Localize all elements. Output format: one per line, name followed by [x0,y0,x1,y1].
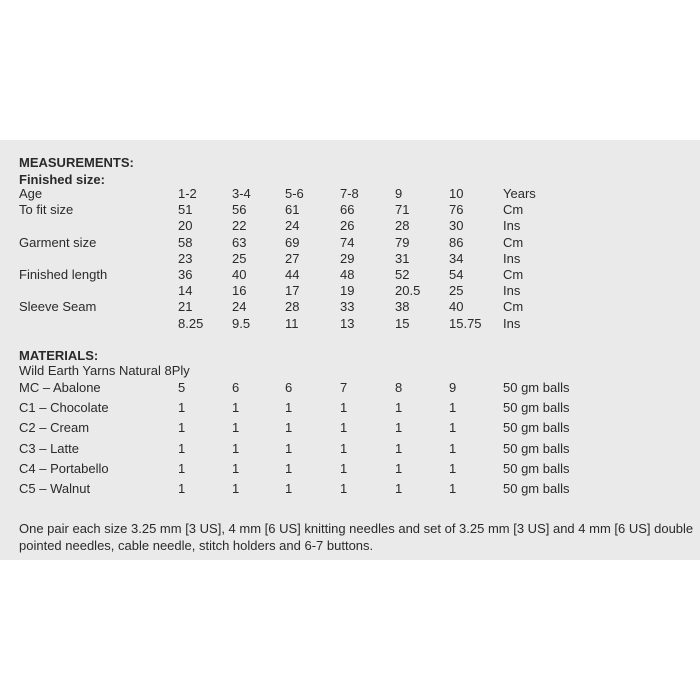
measurement-value: 14 [178,283,193,299]
material-label: C3 – Latte [19,440,79,456]
measurement-value: 56 [232,202,247,218]
measurement-value: 9 [395,186,403,201]
measurement-unit: Ins [503,218,521,234]
measurement-value: 44 [285,267,300,282]
measurement-value: 15.75 [449,315,482,331]
measurement-value: 71 [395,202,410,218]
measurement-value: 76 [449,202,464,218]
materials-heading: MATERIALS: [19,348,99,363]
material-value: 7 [340,380,348,395]
material-value: 6 [232,380,240,395]
material-value: 1 [449,440,457,456]
yarn-name: Wild Earth Yarns Natural 8Ply [19,363,190,378]
measurements-heading: MEASUREMENTS: [19,155,134,170]
material-value: 1 [178,400,186,416]
notes-paragraph: One pair each size 3.25 mm [3 US], 4 mm [6 US] knitting needles and set of 3.25 mm [3 US] and 4 mm [6 US] double pointed needles, cable needle, stitch holders and 6-7 buttons. [19,521,694,553]
measurement-value: 29 [340,250,355,266]
measurement-value: 58 [178,234,193,250]
measurement-unit: Years [503,186,536,201]
measurement-value: 25 [449,283,464,299]
measurement-value: 13 [340,315,355,331]
material-value: 1 [232,481,240,496]
material-value: 1 [449,400,457,416]
material-value: 1 [232,420,240,436]
measurement-value: 38 [395,299,410,315]
material-value: 8 [395,380,403,395]
measurement-value: 40 [449,299,464,315]
material-label: C2 – Cream [19,420,90,436]
measurement-value: 15 [395,315,410,331]
measurement-value: 3-4 [232,186,251,201]
measurement-value: 22 [232,218,247,234]
material-value: 5 [178,380,186,395]
pattern-page [0,140,700,560]
measurement-value: 24 [285,218,300,234]
measurement-value: 51 [178,202,193,218]
measurement-value: 28 [285,299,300,315]
material-value: 1 [340,481,348,496]
measurement-value: 69 [285,234,300,250]
measurement-value: 40 [232,267,247,282]
measurement-value: 23 [178,250,193,266]
measurement-unit: Ins [503,315,521,331]
material-value: 6 [285,380,293,395]
material-value: 1 [395,420,403,436]
measurement-value: 9.5 [232,315,251,331]
material-value: 1 [232,440,240,456]
material-value: 1 [340,420,348,436]
measurement-value: 86 [449,234,464,250]
material-value: 1 [232,460,240,476]
material-value: 1 [178,460,186,476]
measurement-value: 54 [449,267,464,282]
measurement-value: 52 [395,267,410,282]
measurement-value: 27 [285,250,300,266]
material-value: 1 [395,440,403,456]
measurement-value: 63 [232,234,247,250]
material-unit: 50 gm balls [503,460,570,476]
measurement-value: 17 [285,283,300,299]
measurement-value: 19 [340,283,355,299]
measurement-unit: Ins [503,250,521,266]
measurement-value: 24 [232,299,247,315]
material-label: MC – Abalone [19,380,101,395]
material-value: 1 [449,460,457,476]
material-unit: 50 gm balls [503,380,570,395]
measurement-value: 30 [449,218,464,234]
measurement-value: 26 [340,218,355,234]
measurement-value: 36 [178,267,193,282]
measurement-value: 5-6 [285,186,304,201]
measurement-unit: Ins [503,283,521,299]
material-value: 1 [340,400,348,416]
material-value: 1 [285,460,293,476]
material-label: C4 – Portabello [19,460,109,476]
material-value: 1 [285,440,293,456]
material-unit: 50 gm balls [503,481,570,496]
material-value: 1 [232,400,240,416]
measurement-unit: Cm [503,234,524,250]
measurement-value: 66 [340,202,355,218]
material-value: 1 [178,481,186,496]
measurement-value: 20.5 [395,283,421,299]
measurement-value: 11 [285,315,299,331]
finished-size-heading: Finished size: [19,172,105,187]
measurement-value: 79 [395,234,410,250]
measurement-unit: Cm [503,267,524,282]
measurement-value: 1-2 [178,186,197,201]
measurement-label: Sleeve Seam [19,299,97,315]
material-value: 1 [178,420,186,436]
measurement-value: 28 [395,218,410,234]
material-value: 1 [285,400,293,416]
measurement-value: 10 [449,186,464,201]
measurement-unit: Cm [503,299,524,315]
material-value: 1 [449,420,457,436]
material-value: 1 [395,400,403,416]
measurement-value: 25 [232,250,247,266]
measurement-label: Finished length [19,267,108,282]
measurement-value: 33 [340,299,355,315]
material-value: 1 [340,440,348,456]
measurement-value: 16 [232,283,247,299]
material-value: 9 [449,380,457,395]
measurement-value: 48 [340,267,355,282]
material-label: C5 – Walnut [19,481,91,496]
material-value: 1 [178,440,186,456]
measurement-value: 7-8 [340,186,359,201]
material-value: 1 [285,481,293,496]
measurement-value: 61 [285,202,300,218]
measurement-label: Garment size [19,234,97,250]
measurement-value: 31 [395,250,410,266]
measurement-value: 20 [178,218,193,234]
material-value: 1 [395,460,403,476]
material-unit: 50 gm balls [503,400,570,416]
measurement-unit: Cm [503,202,524,218]
measurement-value: 74 [340,234,355,250]
measurement-value: 21 [178,299,193,315]
measurement-label: Age [19,186,43,201]
measurement-value: 8.25 [178,315,204,331]
measurement-value: 34 [449,250,464,266]
material-value: 1 [340,460,348,476]
material-label: C1 – Chocolate [19,400,109,416]
material-unit: 50 gm balls [503,440,570,456]
material-value: 1 [449,481,457,496]
material-value: 1 [395,481,403,496]
material-value: 1 [285,420,293,436]
material-unit: 50 gm balls [503,420,570,436]
measurement-label: To fit size [19,202,74,218]
